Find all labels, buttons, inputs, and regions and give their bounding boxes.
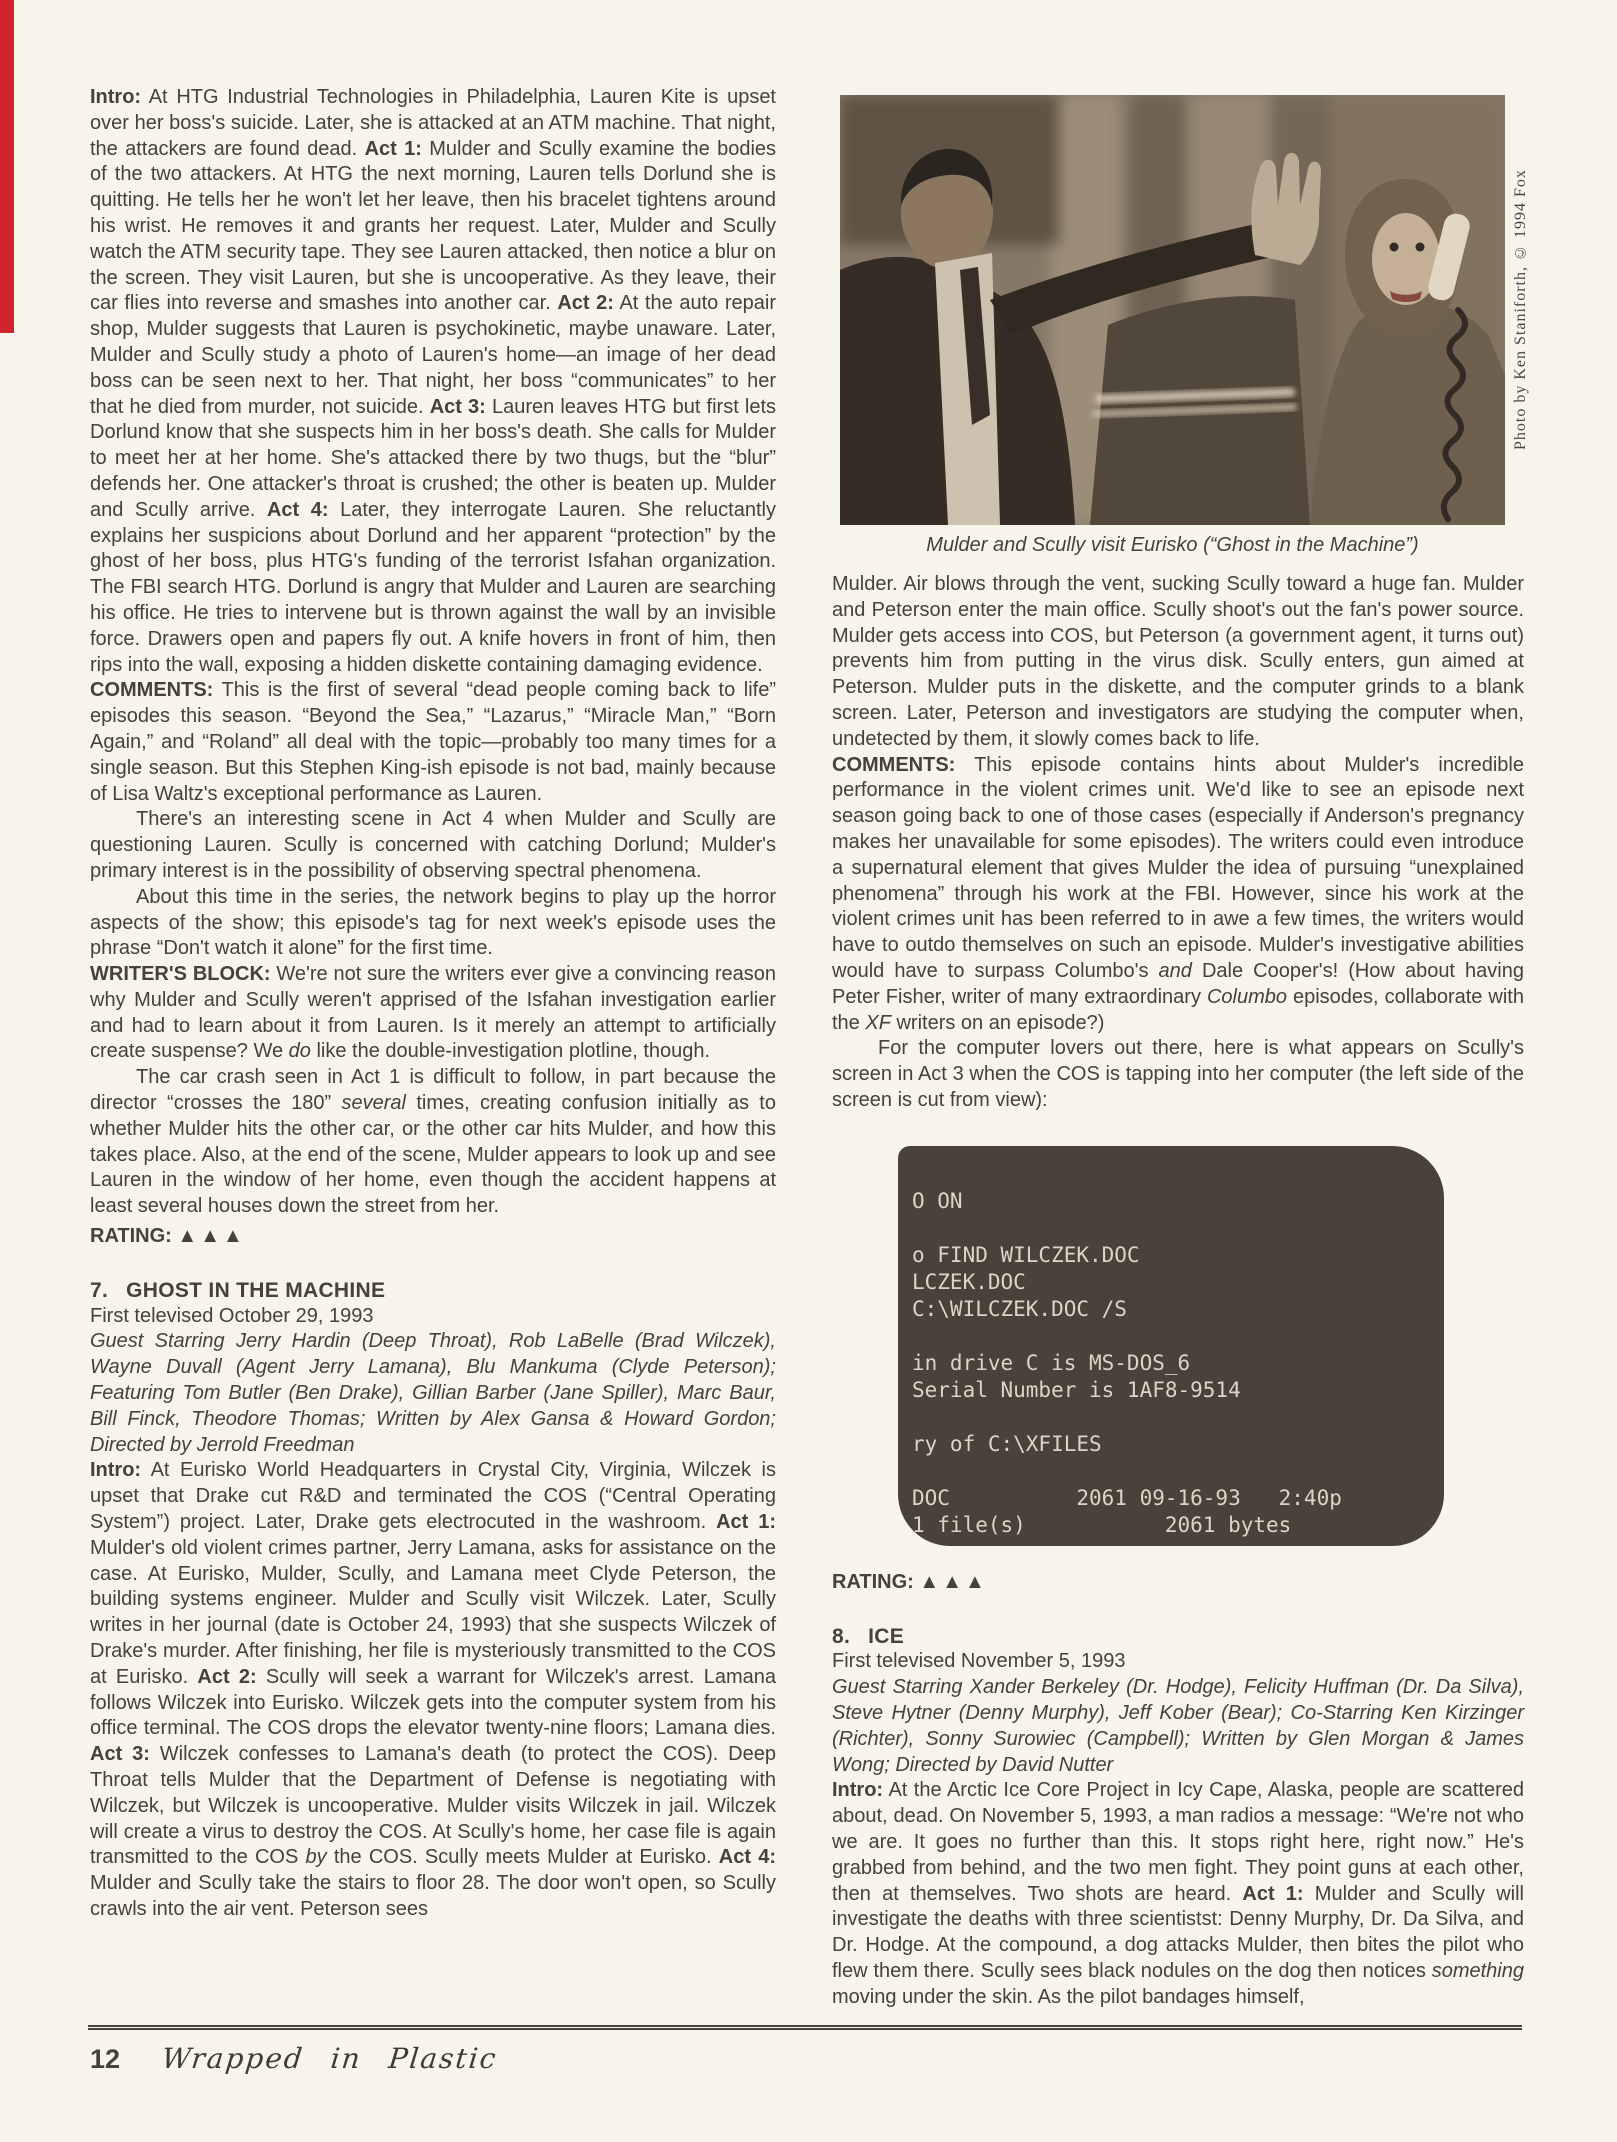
text-run: Mulder's old violent crimes partner, Jerry Lamana, asks for assistance on the case. At Eurisko, Mulder, Scully, and Lamana meet Clyde Peterson, the building systems engineer. Mulder and Scully visit Wilczek. Later, Scully writes in her journal (date is October 24, 1993) that she suspects Wilczek of Drake's murder. After finishing, her file is mysteriously transmitted to the COS at Eurisko. — [90, 1536, 776, 1688]
right-column-blocks — [832, 572, 1524, 2010]
photo-credit-vertical: Photo by Ken Staniforth, © 1994 Fox — [1512, 169, 1529, 451]
page-footer — [90, 2042, 498, 2075]
terminal-line — [912, 1458, 1444, 1485]
terminal-line: LCZEK.DOC — [912, 1269, 1026, 1294]
italic-text-run: XF — [865, 1011, 891, 1034]
italic-text-run: and — [1158, 959, 1192, 982]
terminal-line: ry of C:\XFILES — [912, 1431, 1102, 1456]
body-paragraph — [90, 1065, 776, 1220]
episode-heading — [832, 1624, 1524, 1650]
text-run: episodes, collaborate with the — [832, 985, 1524, 1034]
text-run: writers on an episode?) — [890, 1011, 1105, 1034]
text-run: There's an interesting scene in Act 4 when Mulder and Scully are questioning Lauren. Scully is concerned with catching Dorlund; Mulder's primary interest is in the possibility of observing spectral phenomena. — [90, 808, 776, 882]
text-run: Mulder and Scully will investigate the deaths with three scientistst: Denny Murphy, Dr. Da Silva, and Dr. Hodge. At the compound, a dog attacks Mulder, then bites the pilot who flew them there. Scully sees black nodules on the dog then notices — [832, 1882, 1524, 1982]
body-paragraph — [832, 1778, 1524, 2010]
text-run: For the computer lovers out there, here is what appears on Scully's screen in Act 3 when the COS is tapping into her computer (the left side of the screen is cut from view): — [832, 1037, 1524, 1111]
text-run: Lauren leaves HTG but first lets Dorlund know that she suspects him in her boss's death. She calls for Mulder to meet her at her home. She's attacked there by two thugs, but the “blur” defends her. One attacker's throat is crushed; the other is beaten up. Mulder and Scully arrive. — [90, 395, 776, 521]
terminal-line: Serial Number is 1AF8-9514 — [912, 1377, 1241, 1402]
rating-label: RATING: — [90, 1225, 178, 1248]
body-paragraph — [832, 753, 1524, 1037]
left-edge-red-stripe — [0, 0, 14, 333]
guest-credits: Guest Starring Xander Berkeley (Dr. Hodge), Felicity Huffman (Dr. Da Silva), Steve Hytner (Denny Murphy), Jeff Kober (Bear); Co-Starring Ken Kirzinger (Richter), Sonny Surowiec (Campbell); Written by Glen Morgan & James Wong; Directed by David Nutter — [832, 1676, 1524, 1776]
italic-text-run: something — [1431, 1959, 1524, 1982]
terminal-line: DOC 2061 09-16-93 2:40p — [912, 1485, 1342, 1510]
dos-terminal-screen — [898, 1146, 1444, 1546]
episode-number: 7. — [90, 1278, 109, 1302]
text-run: Mulder. Air blows through the vent, sucking Scully toward a huge fan. Mulder and Peterson enter the main office. Scully shoot's out the fan's power source. Mulder gets access into COS, but Peterson (a government agent, it turns out) prevents him from putting in the virus disk. Scully enters, gun aimed at Peterson. Mulder puts in the diskette, and the computer grinds to a blank screen. Later, Peterson and investigators are studying the computer when, undetected by them, it slowly comes back to life. — [832, 573, 1524, 750]
terminal-line: C:\WILCZEK.DOC /S — [912, 1296, 1127, 1321]
italic-text-run: Columbo — [1206, 985, 1287, 1008]
terminal-line — [912, 1215, 1444, 1242]
terminal-line: O ON — [912, 1188, 963, 1213]
terminal-line: 1 file(s) 2061 bytes — [912, 1512, 1292, 1537]
body-paragraph — [90, 807, 776, 884]
guest-credits: Guest Starring Jerry Hardin (Deep Throat), Rob LaBelle (Brad Wilczek), Wayne Duvall (Agent Jerry Lamana), Blu Mankuma (Clyde Peterson); Featuring Tom Butler (Ben Drake), Gillian Barber (Jane Spiller), Marc Baur, Bill Finck, Theodore Thomas; Written by Alex Gansa & Howard Gordon; Directed by Jerrold Freedman — [90, 1330, 776, 1456]
terminal-line — [912, 1323, 1444, 1350]
text-run: moving under the skin. As the pilot bandages himself, — [832, 1985, 1305, 2008]
magazine-logo: Wrapped in Plastic — [160, 2042, 500, 2075]
italic-text-run: do — [288, 1040, 311, 1063]
bold-text-run: Act 4: — [718, 1846, 776, 1869]
text-run: This episode contains hints about Mulder's incredible performance in the violent crimes unit. We'd like to see an episode next season going back to one of those cases (especially if Anderson's pregnancy makes her unavailable for some episodes). The writers could even introduce a supernatural element that gives Mulder the idea of pursuing “unexplained phenomena” through his work at the FBI. However, since his work at the violent crimes unit has been referred to in awe a few times, the writers would have to outdo themselves on such an episode. Mulder's investigative abilities would have to surpass Columbo's — [832, 753, 1524, 982]
photo-caption: Mulder and Scully visit Eurisko (“Ghost in the Machine”) — [926, 534, 1419, 556]
text-run: times, creating confusion initially as to whether Mulder hits the other car, or the other car hits Mulder, and how this takes place. Also, at the end of the scene, Mulder appears to look up and see Lauren in the window of her home, even though the accident happens at least several houses down the street from her. — [90, 1092, 776, 1218]
body-paragraph — [832, 572, 1524, 753]
body-paragraph — [90, 1458, 776, 1922]
text-run: At Eurisko World Headquarters in Crystal City, Virginia, Wilczek is upset that Drake cut R&D and terminated the COS (“Central Operating System”) project. Later, Drake gets electrocuted in the washroom. — [90, 1459, 776, 1534]
body-paragraph — [90, 1304, 776, 1330]
italic-text-run: by — [305, 1846, 327, 1869]
text-run: Mulder and Scully examine the bodies of the two attackers. At HTG the next morning, Lauren tells Dorlund she is quitting. He tells her he won't let her leave, then his bracelet tightens around his wrist. He removes it and grants her request. Later, Mulder and Scully watch the ATM security tape. They see Lauren attacked, then notice a blur on the screen. They visit Lauren, but she is uncooperative. As they leave, their car flies into reverse and smashes into another car. — [90, 137, 777, 315]
text-run: We're not sure the writers ever give a convincing reason why Mulder and Scully weren't apprised of the Isfahan investigation earlier and had to learn about it from Lauren. Is it merely an attempt to artificially create suspense? We — [90, 963, 776, 1063]
bold-text-run: COMMENTS: — [90, 679, 214, 702]
text-run: About this time in the series, the network begins to play up the horror aspects of the show; this episode's tag for next week's episode uses the phrase “Don't watch it alone” for the first time. — [90, 885, 776, 960]
footer-rule — [88, 2025, 1522, 2030]
text-run: Dale Cooper's! (How about having Peter Fisher, writer of many extraordinary — [832, 959, 1524, 1008]
rating-line — [832, 1570, 1524, 1596]
italic-text-run: several — [341, 1092, 406, 1115]
bold-text-run: Act 3: — [90, 1743, 150, 1766]
text-run: Wilczek confesses to Lamana's death (to protect the COS). Deep Throat tells Mulder that the Department of Defense is negotiating with Wilczek, but Wilczek is uncooperative. Mulder visits Wilczek in jail. Wilczek will create a virus to destroy the COS. At Scully's home, her case file is again transmitted to the COS — [90, 1743, 776, 1869]
bold-text-run: Act 2: — [197, 1665, 257, 1688]
terminal-line — [912, 1404, 1444, 1431]
episode-heading — [90, 1278, 776, 1304]
text-run: This is the first of several “dead people coming back to life” episodes this season. “Beyond the Sea,” “Lazarus,” “Miracle Man,” “Born Again,” and “Roland” all deal with the topic—probably too many times for a single season. But this Stephen King-ish episode is not bad, mainly because of Lisa Waltz's exceptional performance as Lauren. — [90, 679, 776, 805]
episode-title: ICE — [868, 1624, 905, 1648]
rating-triangles-icon: ▲▲▲ — [177, 1225, 246, 1248]
photo-mulder-scully-illustration — [840, 95, 1505, 525]
body-paragraph — [90, 85, 776, 678]
bold-text-run: COMMENTS: — [832, 753, 956, 776]
text-run: Later, they interrogate Lauren. She reluctantly explains her suspicions about Dorlund and her apparent “protection” by the ghost of her boss, plus HTG's funding of the terrorist Isfahan organization. The FBI search HTG. Dorlund is angry that Mulder and Lauren are searching his office. He tries to intervene but is thrown against the wall by an invisible force. Drawers open and papers fly out. A knife hovers in front of him, then rips into the wall, exposing a hidden diskette containing damaging evidence. — [90, 498, 776, 676]
page-number: 12 — [90, 2044, 121, 2074]
body-paragraph — [90, 885, 776, 962]
text-run: Scully will seek a warrant for Wilczek's arrest. Lamana follows Wilczek into Eurisko. Wilczek gets into the computer system from his office terminal. The COS drops the elevator twenty-nine floors; Lamana dies. — [90, 1665, 776, 1740]
bold-text-run: Intro: — [90, 1459, 142, 1482]
text-run: Mulder and Scully take the stairs to floor 28. The door won't open, so Scully crawls into the air vent. Peterson sees — [90, 1872, 776, 1920]
text-run: At the Arctic Ice Core Project in Icy Cape, Alaska, people are scattered about, dead. On November 5, 1993, a man radios a message: “We're not who we are. It goes no further than this. It stops right here, right now.” He's grabbed from behind, and the two men fight. They point guns at each other, then at themselves. Two shots are heard. — [832, 1779, 1524, 1905]
terminal-line: in drive C is MS-DOS_6 — [912, 1350, 1191, 1375]
episode-number: 8. — [832, 1624, 851, 1648]
rating-line — [90, 1224, 776, 1250]
body-paragraph — [90, 962, 776, 1065]
bold-text-run: WRITER'S BLOCK: — [90, 963, 271, 986]
text-run: The car crash seen in Act 1 is difficult to follow, in part because the director “crosses the 180” — [90, 1066, 776, 1115]
episode-photo — [840, 95, 1505, 525]
terminal-line: o FIND WILCZEK.DOC — [912, 1242, 1140, 1267]
text-run: like the double-investigation plotline, though. — [310, 1040, 711, 1063]
left-text-column — [90, 85, 776, 1923]
episode-title: GHOST IN THE MACHINE — [126, 1278, 386, 1302]
bold-text-run: Act 3: — [429, 395, 486, 418]
bold-text-run: Act 4: — [266, 498, 329, 521]
rating-triangles-icon: ▲▲▲ — [919, 1570, 988, 1593]
bold-text-run: Intro: — [832, 1779, 884, 1802]
text-run: First televised November 5, 1993 — [832, 1650, 1126, 1673]
bold-text-run: Intro: — [90, 86, 142, 108]
text-run: First televised October 29, 1993 — [90, 1304, 374, 1327]
body-paragraph — [832, 1036, 1524, 1113]
body-paragraph — [90, 678, 776, 807]
text-run: At the auto repair shop, Mulder suggests that Lauren is psychokinetic, maybe unaware. Later, Mulder and Scully study a photo of Lauren's home—an image of her dead boss can be seen next to her. That night, her boss “communicates” to her that he died from murder, not suicide. — [90, 292, 776, 418]
bold-text-run: Act 1: — [716, 1511, 776, 1534]
bold-text-run: Act 1: — [1242, 1882, 1304, 1905]
body-paragraph — [832, 1649, 1524, 1675]
text-run: At HTG Industrial Technologies in Philadelphia, Lauren Kite is upset over her boss's suicide. Later, she is attacked at an ATM machine. That night, the attackers are found dead. — [90, 86, 776, 160]
text-run: the COS. Scully meets Mulder at Eurisko. — [326, 1846, 719, 1869]
rating-label: RATING: — [832, 1570, 920, 1593]
right-text-column — [832, 95, 1524, 2010]
bold-text-run: Act 1: — [364, 137, 422, 160]
bold-text-run: Act 2: — [557, 292, 614, 315]
